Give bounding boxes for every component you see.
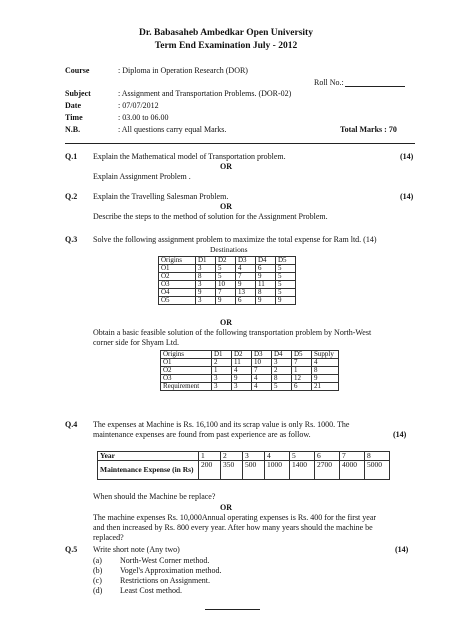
table-cell: 1 xyxy=(199,452,221,461)
q1-or: OR xyxy=(220,162,232,171)
table-cell: 10 xyxy=(216,281,236,289)
table-cell: 3 xyxy=(243,452,265,461)
table-cell: 7 xyxy=(236,273,256,281)
table-row xyxy=(159,297,296,305)
table-cell: O1 xyxy=(161,359,212,367)
table-row xyxy=(98,452,390,461)
q3-or: OR xyxy=(220,318,232,327)
course-value: : Diploma in Operation Research (DOR) xyxy=(118,66,248,75)
q1-number: Q.1 xyxy=(65,152,78,161)
table-cell: 7 xyxy=(216,289,236,297)
list-item-label: (a) xyxy=(93,556,102,565)
table-row xyxy=(161,383,339,391)
table-cell: O3 xyxy=(159,281,196,289)
table-cell: 4 xyxy=(232,367,252,375)
subject-value: : Assignment and Transportation Problems. (DOR-02) xyxy=(118,89,292,98)
q2-alt: Describe the steps to the method of solution for the Assignment Problem. xyxy=(93,212,328,221)
table-cell: 9 xyxy=(256,273,276,281)
table-cell: 6 xyxy=(256,265,276,273)
table-cell: 5 xyxy=(216,273,236,281)
time-label: Time xyxy=(65,113,83,122)
q5-number: Q.5 xyxy=(65,545,78,554)
list-item-text: Least Cost method. xyxy=(120,586,182,595)
table-cell: 5 xyxy=(272,383,292,391)
q1-marks: (14) xyxy=(400,152,414,161)
table-cell: 5 xyxy=(276,289,296,297)
table-cell: O1 xyxy=(159,265,196,273)
q3-alt-line2: corner side for Shyam Ltd. xyxy=(93,338,179,347)
end-rule xyxy=(205,609,260,610)
table-cell: Supply xyxy=(312,351,339,359)
table-cell: O2 xyxy=(159,273,196,281)
list-item-label: (d) xyxy=(93,586,103,595)
q1-alt: Explain Assignment Problem . xyxy=(93,172,191,181)
table-header-row xyxy=(161,351,339,359)
table-cell: 5000 xyxy=(365,460,390,479)
roll-line xyxy=(345,86,405,87)
table-cell: D2 xyxy=(216,257,236,265)
table-cell: 4 xyxy=(236,265,256,273)
university-title: Dr. Babasaheb Ambedkar Open University xyxy=(139,28,313,38)
q4-marks: (14) xyxy=(393,430,407,439)
exam-title: Term End Examination July - 2012 xyxy=(154,41,298,51)
table-cell: 8 xyxy=(256,289,276,297)
table-cell: O2 xyxy=(161,367,212,375)
date-value: : 07/07/2012 xyxy=(118,101,159,110)
table-cell: 7 xyxy=(340,452,365,461)
table-cell: 9 xyxy=(216,297,236,305)
table-cell: 11 xyxy=(256,281,276,289)
table-cell: 13 xyxy=(236,289,256,297)
table-cell: 7 xyxy=(292,359,312,367)
q1-text: Explain the Mathematical model of Transportation problem. xyxy=(93,152,286,161)
list-item-text: Vogel's Approximation method. xyxy=(120,566,222,575)
roll-label: Roll No.: xyxy=(314,78,344,87)
date-label: Date xyxy=(65,101,81,110)
table-cell: 5 xyxy=(290,452,315,461)
q2-text: Explain the Travelling Salesman Problem. xyxy=(93,192,229,201)
q4-or: OR xyxy=(220,503,232,512)
table-cell: 3 xyxy=(232,383,252,391)
table-cell: Requirement xyxy=(161,383,212,391)
table-cell: 1 xyxy=(212,367,232,375)
table-cell: 500 xyxy=(243,460,265,479)
table-cell: 3 xyxy=(212,375,232,383)
table-cell: 6 xyxy=(292,383,312,391)
q4-number: Q.4 xyxy=(65,420,78,429)
table-cell: Year xyxy=(98,452,199,461)
table-cell: 4 xyxy=(252,375,272,383)
table-cell: 5 xyxy=(216,265,236,273)
list-item-text: North-West Corner method. xyxy=(120,556,210,565)
q4-alt-line3: replaced? xyxy=(93,533,124,542)
time-value: : 03.00 to 06.00 xyxy=(118,113,169,122)
table-cell: 12 xyxy=(292,375,312,383)
table-row xyxy=(159,281,296,289)
table-cell: D5 xyxy=(292,351,312,359)
course-label: Course xyxy=(65,66,90,75)
table-cell: 8 xyxy=(312,367,339,375)
table-cell: 2 xyxy=(221,452,243,461)
table-cell: 9 xyxy=(256,297,276,305)
table-row xyxy=(159,265,296,273)
table-cell: 1 xyxy=(292,367,312,375)
table-cell: 1000 xyxy=(265,460,290,479)
total-marks: Total Marks : 70 xyxy=(340,125,397,134)
table-cell: 1400 xyxy=(290,460,315,479)
table-cell: 6 xyxy=(236,297,256,305)
table-cell: 3 xyxy=(196,297,216,305)
maintenance-table xyxy=(97,451,390,480)
list-item-label: (c) xyxy=(93,576,102,585)
q4-line2: maintenance expenses are found from past experience are as follow. xyxy=(93,430,311,439)
table-cell: 9 xyxy=(232,375,252,383)
table-cell: 9 xyxy=(312,375,339,383)
table-cell: 10 xyxy=(252,359,272,367)
table-header-row xyxy=(159,257,296,265)
table-cell: 6 xyxy=(315,452,340,461)
table-cell: 3 xyxy=(196,281,216,289)
subject-label: Subject xyxy=(65,89,91,98)
table-cell: 8 xyxy=(272,375,292,383)
assignment-table xyxy=(158,256,296,305)
table-cell: 200 xyxy=(199,460,221,479)
table-row xyxy=(159,273,296,281)
q5-text: Write short note (Any two) xyxy=(93,545,180,554)
q3-number: Q.3 xyxy=(65,235,78,244)
table-cell: D2 xyxy=(232,351,252,359)
q2-or: OR xyxy=(220,202,232,211)
q3-alt-line1: Obtain a basic feasible solution of the following transportation problem by North-West xyxy=(93,328,372,337)
table-cell: D3 xyxy=(252,351,272,359)
list-item-text: Restrictions on Assignment. xyxy=(120,576,210,585)
q5-marks: (14) xyxy=(395,545,409,554)
table-cell: 5 xyxy=(276,281,296,289)
table-cell: 4 xyxy=(252,383,272,391)
table-cell: O3 xyxy=(161,375,212,383)
table-cell: O5 xyxy=(159,297,196,305)
table-cell: Maintenance Expense (in Rs) xyxy=(98,460,199,479)
table-cell: 8 xyxy=(196,273,216,281)
table-cell: 3 xyxy=(272,359,292,367)
table-cell: Origins xyxy=(161,351,212,359)
table-cell: 3 xyxy=(212,383,232,391)
table-cell: D1 xyxy=(212,351,232,359)
table-cell: 9 xyxy=(236,281,256,289)
table-row xyxy=(98,460,390,479)
table-cell: 3 xyxy=(196,265,216,273)
nb-value: : All questions carry equal Marks. xyxy=(118,125,227,134)
table-cell: Origins xyxy=(159,257,196,265)
header-divider xyxy=(65,143,415,144)
nb-label: N.B. xyxy=(65,125,81,134)
q4-alt-line2: and then increased by Rs. 800 every year. After how many years should the machine be xyxy=(93,523,373,532)
table-cell: D4 xyxy=(256,257,276,265)
q4-question: When should the Machine be replace? xyxy=(93,492,216,501)
q3-text: Solve the following assignment problem to maximize the total expense for Ram ltd. (14) xyxy=(93,235,377,244)
table-cell: 5 xyxy=(276,265,296,273)
table-cell: D1 xyxy=(196,257,216,265)
list-item-label: (b) xyxy=(93,566,103,575)
destinations-label: Destinations xyxy=(210,245,248,254)
table-cell: 2 xyxy=(212,359,232,367)
table-cell: D5 xyxy=(276,257,296,265)
table-row xyxy=(161,359,339,367)
table-cell: 2700 xyxy=(315,460,340,479)
table-row xyxy=(161,367,339,375)
table-cell: 11 xyxy=(232,359,252,367)
table-cell: 350 xyxy=(221,460,243,479)
transportation-table xyxy=(160,350,339,391)
table-row xyxy=(159,289,296,297)
table-cell: 4 xyxy=(265,452,290,461)
table-cell: 9 xyxy=(196,289,216,297)
table-cell: O4 xyxy=(159,289,196,297)
table-cell: 8 xyxy=(365,452,390,461)
table-cell: 7 xyxy=(252,367,272,375)
q2-number: Q.2 xyxy=(65,192,78,201)
q4-line1: The expenses at Machine is Rs. 16,100 and its scrap value is only Rs. 1000. The xyxy=(93,420,350,429)
table-cell: 5 xyxy=(276,273,296,281)
table-cell: D3 xyxy=(236,257,256,265)
q4-alt-line1: The machine expenses Rs. 10,000Annual operating expenses is Rs. 400 for the first year xyxy=(93,513,377,522)
table-cell: 21 xyxy=(312,383,339,391)
table-cell: 2 xyxy=(272,367,292,375)
table-cell: 4 xyxy=(312,359,339,367)
table-cell: 9 xyxy=(276,297,296,305)
table-cell: 4000 xyxy=(340,460,365,479)
table-cell: D4 xyxy=(272,351,292,359)
q2-marks: (14) xyxy=(400,192,414,201)
